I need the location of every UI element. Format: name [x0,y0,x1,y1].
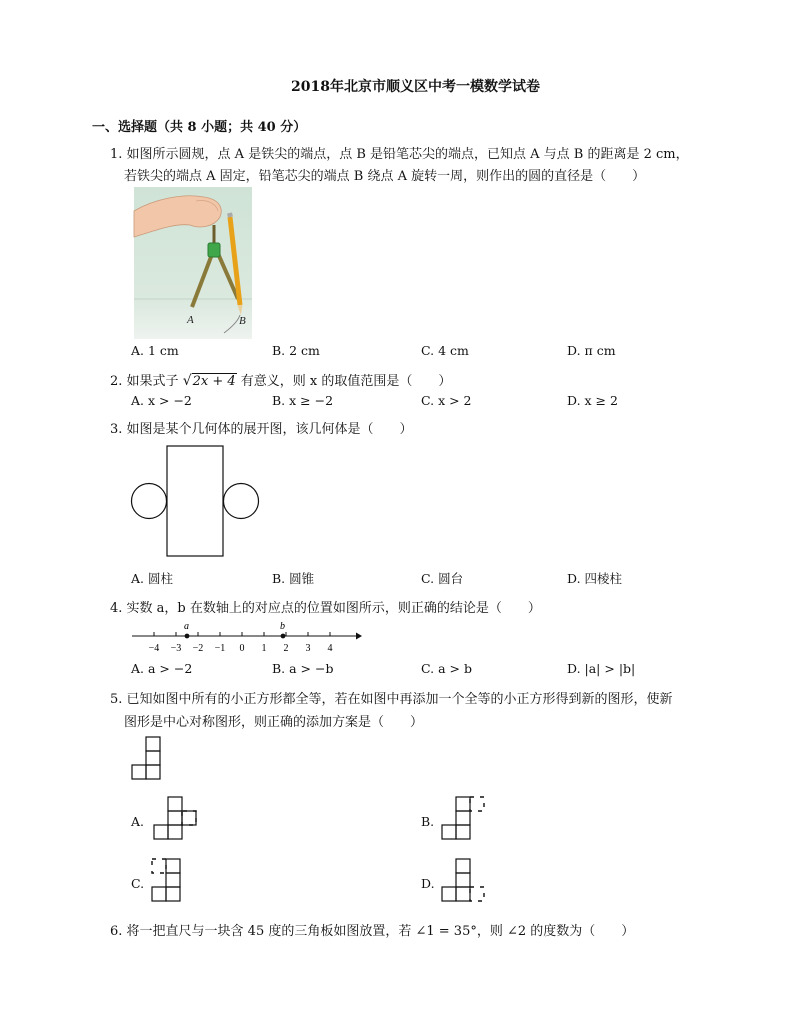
net-right-circle [224,484,259,519]
q5-option-a-figure[interactable] [153,796,201,840]
radicand: 2x + 4 [192,374,236,389]
question-5-line-2: 图形是中心对称图形，则正确的添加方案是（ ） [124,715,424,730]
q3-option-d[interactable]: D. 四棱柱 [567,571,623,586]
number-line-tick-label: −4 [148,643,160,654]
number-line-tick-label: 2 [283,643,289,654]
point-a-dot [185,634,190,639]
number-line-tick-label: 0 [239,643,245,654]
q4-option-b[interactable]: B. a > −b [272,661,334,676]
q3-option-a[interactable]: A. 圆柱 [131,571,173,586]
point-b-label: B [239,315,246,327]
q5-option-d-label[interactable]: D. [421,876,435,891]
question-3: 3. 如图是某个几何体的展开图，该几何体是（ ） [110,422,413,437]
q4-option-a[interactable]: A. a > −2 [131,661,193,676]
q3-option-c[interactable]: C. 圆台 [421,571,464,586]
question-6: 6. 将一把直尺与一块含 45 度的三角板如图放置，若 ∠1 = 35°，则 ∠2 的度数为（ ） [110,924,635,939]
number-line-tick-label: 1 [261,643,267,654]
q5-option-d-figure[interactable] [441,858,489,904]
point-a-label: a [184,621,189,632]
radical-sign: √ [182,373,192,389]
q1-option-b[interactable]: B. 2 cm [272,343,320,358]
q5-option-a-label[interactable]: A. [131,814,145,829]
q5-option-b-label[interactable]: B. [421,814,435,829]
number-line-tick-label: 4 [327,643,333,654]
number-line-arrow [356,633,362,640]
q1-option-a[interactable]: A. 1 cm [131,343,179,358]
page-title: 2018年北京市顺义区中考一模数学试卷 [291,79,540,95]
compass-figure [134,187,252,339]
q5-option-c-label[interactable]: C. [131,876,145,891]
number-line-tick-label: −1 [214,643,226,654]
point-b-label: b [280,621,285,632]
number-line-tick-label: −3 [170,643,182,654]
q2-option-d[interactable]: D. x ≥ 2 [567,393,618,408]
q2-option-a[interactable]: A. x > −2 [131,393,192,408]
q5-option-b-figure[interactable] [441,796,489,840]
question-5-line-1: 5. 已知如图中所有的小正方形都全等，若在如图中再添加一个全等的小正方形得到新的图形，使新 [110,692,673,707]
section-heading: 一、选择题（共 8 小题；共 40 分） [92,120,307,135]
q4-option-d[interactable]: D. |a| > |b| [567,661,636,676]
q3-option-b[interactable]: B. 圆锥 [272,571,315,586]
point-a-label: A [187,314,194,326]
q4-option-c[interactable]: C. a > b [421,661,472,676]
question-2-prefix: 2. 如果式子 [110,374,179,389]
q1-option-c[interactable]: C. 4 cm [421,343,469,358]
number-line-figure [130,620,362,656]
compass-hinge [208,243,220,257]
cylinder-net-figure [130,444,262,558]
number-line-tick-label: −2 [192,643,204,654]
question-1-line-2: 若铁尖的端点 A 固定，铅笔芯尖的端点 B 绕点 A 旋转一周，则作出的圆的直径是（ ） [124,169,646,184]
q1-option-d[interactable]: D. π cm [567,343,616,358]
q2-option-c[interactable]: C. x > 2 [421,393,472,408]
net-left-circle [132,484,167,519]
question-2-suffix: 有意义，则 x 的取值范围是（ ） [240,374,452,389]
q5-option-c-figure[interactable] [151,858,185,902]
q5-base-figure [131,736,163,780]
net-rectangle [167,446,223,556]
question-4: 4. 实数 a，b 在数轴上的对应点的位置如图所示，则正确的结论是（ ） [110,601,541,616]
number-line-tick-label: 3 [305,643,311,654]
question-2 [110,370,451,389]
question-1-line-1: 1. 如图所示圆规，点 A 是铁尖的端点，点 B 是铅笔芯尖的端点，已知点 A 与点 B 的距离是 2 cm， [110,147,689,162]
q2-option-b[interactable]: B. x ≥ −2 [272,393,334,408]
point-b-dot [281,634,286,639]
